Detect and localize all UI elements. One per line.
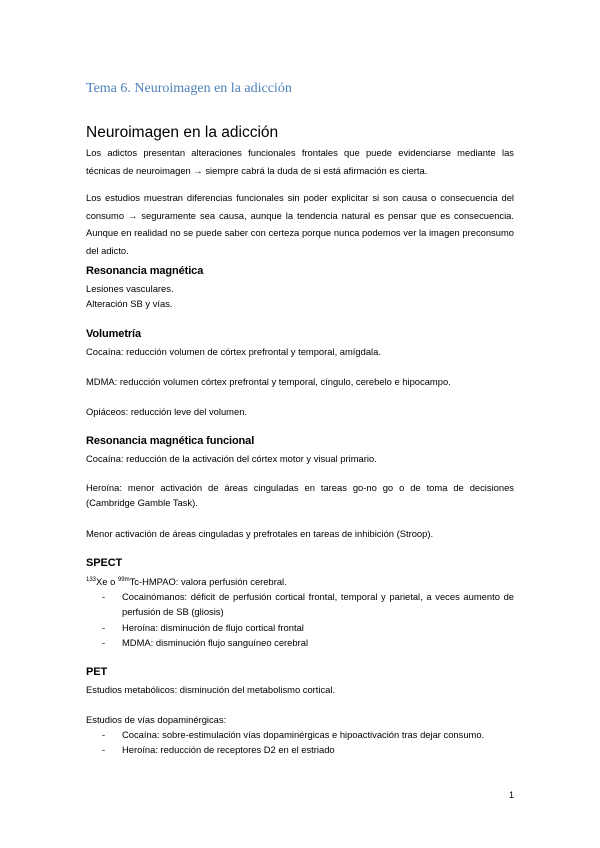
resonancia-line-1: Lesiones vasculares. <box>86 283 174 294</box>
dash-bullet: - <box>102 729 106 740</box>
list-item <box>86 589 514 620</box>
intro-paragraph-2: Los estudios muestran diferencias funcionales sin poder explicitar si son causa o consecuencia del consumo → seguramente sea causa, aunque la tendencia natural es pensar que es consecuencia. Aunque en realidad no se puede saber con certeza porque nunca podemos ver la imagen preconsumo del adicto. <box>86 192 514 256</box>
rmf-item-3: Menor activación de áreas cinguladas y prefrotales en tareas de inhibición (Stroop). <box>86 528 434 539</box>
dash-bullet: - <box>102 591 106 602</box>
pet-bullet-1: Cocaína: sobre-estimulación vías dopaminérgicas e hipoactivación tras dejar consumo. <box>122 729 485 740</box>
resonancia-line-2: Alteración SB y vías. <box>86 298 173 309</box>
main-heading: Neuroimagen en la adicción <box>86 124 279 141</box>
pet-line-2: Estudios de vías dopaminérgicas: <box>86 714 227 725</box>
volumetria-item-3: Opiáceos: reducción leve del volumen. <box>86 406 248 417</box>
isotope-superscript-xe: 133 <box>86 576 97 583</box>
dash-bullet: - <box>102 621 106 633</box>
dash-bullet: - <box>102 744 106 756</box>
spect-intro-part-2: Tc-HMPAO: valora perfusión cerebral. <box>129 576 287 587</box>
list-item <box>86 727 514 742</box>
pet-line-1: Estudios metabólicos: disminución del metabolismo cortical. <box>86 684 336 695</box>
rmf-item-1: Cocaína: reducción de la activación del córtex motor y visual primario. <box>86 453 377 464</box>
section-heading-resonancia: Resonancia magnética <box>86 265 204 277</box>
volumetria-item-1: Cocaína: reducción volumen de córtex prefrontal y temporal, amígdala. <box>86 346 381 357</box>
intro-paragraph-1: Los adictos presentan alteraciones funcionales frontales que puede evidenciarse mediante las técnicas de neuroimagen → siempre cabrá la duda de si está afirmación es cierta. <box>86 147 514 176</box>
list-item <box>86 620 514 635</box>
section-heading-spect: SPECT <box>86 557 123 569</box>
volumetria-item-2: MDMA: reducción volumen córtex prefrontal y temporal, cíngulo, cerebelo e hipocampo. <box>86 376 451 387</box>
pet-bullet-list <box>86 727 514 758</box>
dash-bullet: - <box>102 637 106 649</box>
spect-bullet-list <box>86 589 514 651</box>
spect-bullet-3: MDMA: disminución flujo sanguíneo cerebral <box>122 637 309 649</box>
list-item <box>86 635 514 650</box>
spect-intro <box>86 574 287 589</box>
spect-bullet-1: Cocainómanos: déficit de perfusión cortical frontal, temporal y parietal, a veces aumento de perfusión de SB (gliosis) <box>122 591 514 618</box>
isotope-superscript-tc: 99m <box>117 576 130 583</box>
rmf-item-2: Heroína: menor activación de áreas cinguladas en tareas go-no go o de toma de decisiones (Cambridge Gamble Task). <box>86 482 514 509</box>
spect-bullet-2: Heroína: disminución de flujo cortical frontal <box>122 621 304 633</box>
chapter-title: Tema 6. Neuroimagen en la adicción <box>86 81 292 96</box>
section-heading-pet: PET <box>86 666 108 678</box>
page-number: 1 <box>508 790 514 800</box>
spect-intro-part-1: Xe o <box>96 576 118 587</box>
list-item <box>86 742 514 757</box>
section-heading-rmf: Resonancia magnética funcional <box>86 435 255 447</box>
pet-bullet-2: Heroína: reducción de receptores D2 en el estriado <box>122 744 335 756</box>
section-heading-volumetria: Volumetría <box>86 328 142 340</box>
